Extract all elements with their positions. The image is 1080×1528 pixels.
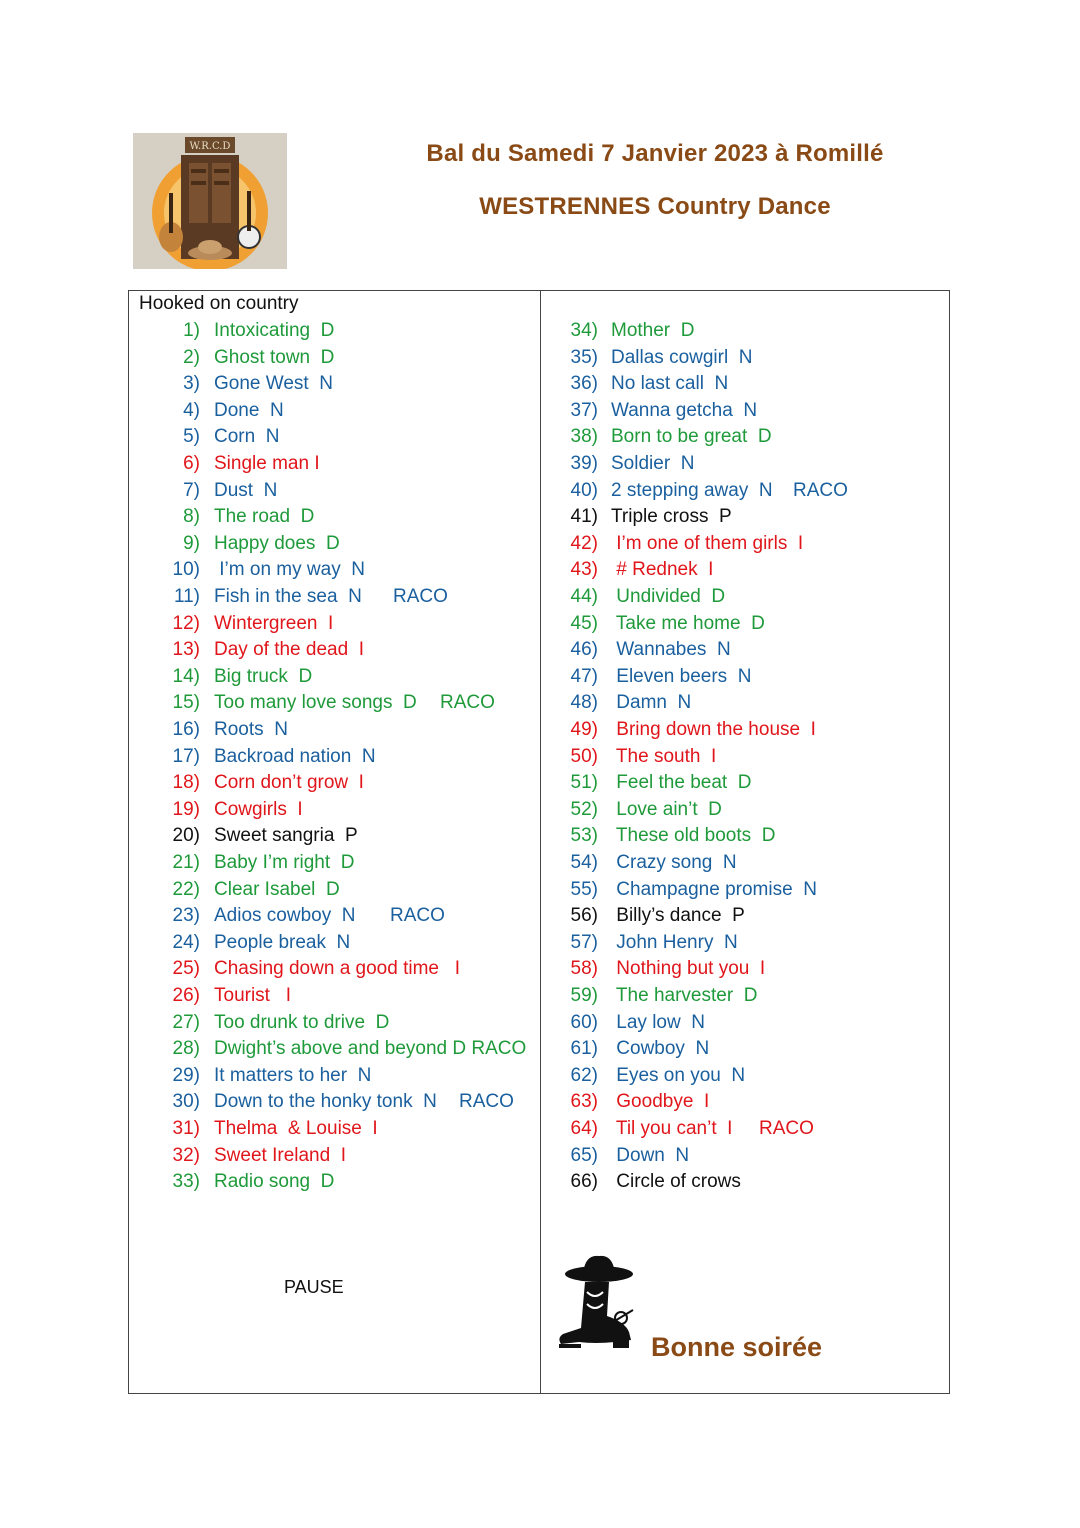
dance-number: 4) bbox=[183, 399, 200, 421]
dance-number: 22) bbox=[172, 878, 200, 900]
dance-name: Sweet Ireland I bbox=[214, 1144, 347, 1166]
dance-row bbox=[158, 504, 315, 530]
dance-number: 19) bbox=[172, 798, 200, 820]
dance-row bbox=[556, 504, 732, 530]
dance-row bbox=[158, 345, 335, 371]
dance-row bbox=[158, 1089, 514, 1115]
dance-row bbox=[556, 717, 816, 743]
dance-name: Tourist I bbox=[214, 985, 292, 1006]
dance-number: 3) bbox=[183, 373, 200, 395]
raco-tag: RACO bbox=[459, 1091, 514, 1113]
dance-row bbox=[556, 744, 717, 770]
dance-row bbox=[158, 983, 292, 1009]
dance-row bbox=[158, 903, 445, 929]
dance-number: 55) bbox=[570, 878, 598, 900]
dance-row bbox=[158, 1036, 527, 1062]
dance-row bbox=[556, 478, 848, 504]
dance-number: 32) bbox=[172, 1144, 200, 1166]
dance-number: 60) bbox=[570, 1011, 598, 1033]
dance-name: Damn N bbox=[611, 692, 692, 714]
dance-name: Soldier N bbox=[611, 453, 695, 474]
dance-row bbox=[556, 823, 776, 849]
dance-name: Feel the beat D bbox=[611, 772, 752, 794]
dance-row bbox=[158, 451, 320, 477]
dance-row bbox=[158, 584, 448, 610]
dance-row bbox=[556, 637, 731, 663]
dance-name: Eyes on you N bbox=[611, 1064, 746, 1086]
dance-name: Champagne promise N bbox=[611, 878, 817, 900]
dance-number: 14) bbox=[172, 665, 200, 687]
dance-name: Too drunk to drive D bbox=[214, 1011, 390, 1033]
dance-name: Cowboy N bbox=[611, 1038, 710, 1060]
dance-name: Adios cowboy N bbox=[214, 905, 356, 927]
dance-row bbox=[556, 1169, 741, 1195]
page-subtitle: WESTRENNES Country Dance bbox=[479, 193, 831, 220]
dance-number: 21) bbox=[172, 852, 200, 873]
dance-name: Circle of crows bbox=[611, 1171, 741, 1193]
dance-number: 53) bbox=[570, 825, 598, 847]
dance-name: Til you can’t I bbox=[611, 1118, 733, 1139]
dance-row bbox=[556, 850, 737, 876]
dance-number: 51) bbox=[570, 772, 598, 794]
raco-tag: RACO bbox=[759, 1118, 814, 1139]
dance-name: Down N bbox=[611, 1144, 690, 1166]
dance-row bbox=[556, 797, 722, 823]
dance-name: # Rednek I bbox=[611, 559, 714, 581]
dance-number: 63) bbox=[570, 1091, 598, 1113]
dance-row bbox=[158, 717, 288, 743]
dance-name: Big truck D bbox=[214, 665, 313, 687]
dance-number: 58) bbox=[570, 958, 598, 980]
dance-number: 12) bbox=[172, 612, 200, 634]
dance-row bbox=[556, 424, 772, 450]
dance-name: Love ain’t D bbox=[611, 798, 722, 820]
dance-number: 43) bbox=[570, 559, 598, 581]
dance-name: John Henry N bbox=[611, 931, 738, 953]
dance-number: 66) bbox=[570, 1171, 598, 1193]
dance-number: 28) bbox=[172, 1038, 200, 1060]
dance-row bbox=[556, 690, 692, 716]
dance-name: Clear Isabel D bbox=[214, 878, 340, 900]
cowboy-boot-icon bbox=[555, 1252, 637, 1360]
dance-name: Corn don’t grow I bbox=[214, 772, 364, 794]
dance-name: Undivided D bbox=[611, 586, 726, 607]
dance-name: Fish in the sea N bbox=[214, 586, 362, 607]
dance-row bbox=[158, 557, 365, 583]
dance-name: I’m on my way N bbox=[214, 559, 365, 581]
dance-name: Nothing but you I bbox=[611, 958, 766, 980]
dance-number: 50) bbox=[570, 745, 598, 767]
dance-name: Intoxicating D bbox=[214, 320, 335, 341]
dance-row bbox=[158, 637, 364, 663]
dance-row bbox=[158, 1143, 347, 1169]
dance-row bbox=[556, 557, 714, 583]
dance-name: It matters to her N bbox=[214, 1064, 372, 1086]
dance-name: Dust N bbox=[214, 479, 278, 501]
dance-name: Single man I bbox=[214, 453, 320, 474]
dance-row bbox=[556, 371, 729, 397]
dance-number: 30) bbox=[172, 1091, 200, 1113]
dance-row bbox=[158, 398, 284, 424]
dance-row bbox=[556, 611, 765, 637]
dance-row bbox=[556, 318, 695, 344]
dance-number: 41) bbox=[570, 506, 598, 528]
dance-name: Thelma & Louise I bbox=[214, 1118, 378, 1139]
dance-row bbox=[158, 930, 351, 956]
dance-name: Dwight’s above and beyond D RACO bbox=[214, 1038, 527, 1060]
dance-number: 31) bbox=[172, 1118, 200, 1139]
dance-number: 38) bbox=[570, 426, 598, 448]
dance-row bbox=[556, 345, 753, 371]
dance-name: Baby I’m right D bbox=[214, 852, 355, 873]
dance-name: Radio song D bbox=[214, 1171, 335, 1193]
dance-number: 61) bbox=[570, 1038, 598, 1060]
dance-number: 39) bbox=[570, 453, 598, 474]
pause-label: PAUSE bbox=[284, 1277, 344, 1297]
dance-name: Bring down the house I bbox=[611, 719, 816, 740]
dance-number: 16) bbox=[172, 719, 200, 740]
dance-number: 46) bbox=[570, 639, 598, 661]
dance-row bbox=[158, 371, 333, 397]
dance-number: 59) bbox=[570, 985, 598, 1006]
svg-text:W.R.C.D: W.R.C.D bbox=[189, 141, 231, 152]
dance-number: 25) bbox=[172, 958, 200, 980]
dance-row bbox=[158, 664, 313, 690]
dance-name: The south I bbox=[611, 745, 717, 767]
dance-number: 9) bbox=[183, 532, 200, 554]
dance-number: 24) bbox=[172, 931, 200, 953]
raco-tag: RACO bbox=[793, 479, 848, 501]
dance-row bbox=[158, 1063, 372, 1089]
dance-row bbox=[158, 1116, 378, 1142]
dance-number: 10) bbox=[172, 559, 200, 581]
dance-name: Happy does D bbox=[214, 532, 340, 554]
dance-name: Ghost town D bbox=[214, 346, 335, 368]
page-title: Bal du Samedi 7 Janvier 2023 à Romillé bbox=[426, 140, 884, 167]
dance-name: Done N bbox=[214, 399, 284, 421]
dance-name: Wannabes N bbox=[611, 639, 731, 661]
dance-row bbox=[158, 956, 461, 982]
dance-row bbox=[158, 690, 495, 716]
dance-number: 7) bbox=[183, 479, 200, 501]
dance-number: 37) bbox=[570, 399, 598, 421]
raco-tag: RACO bbox=[440, 692, 495, 714]
column-divider bbox=[540, 290, 541, 1394]
dance-number: 33) bbox=[172, 1171, 200, 1193]
dance-number: 27) bbox=[172, 1011, 200, 1033]
dance-number: 44) bbox=[570, 586, 598, 607]
dance-row bbox=[158, 531, 340, 557]
dance-number: 15) bbox=[172, 692, 200, 714]
dance-number: 1) bbox=[183, 320, 200, 341]
dance-number: 62) bbox=[570, 1064, 598, 1086]
closing-message: Bonne soirée bbox=[651, 1332, 823, 1362]
dance-number: 5) bbox=[183, 426, 200, 448]
dance-number: 45) bbox=[570, 612, 598, 634]
dance-row bbox=[158, 424, 280, 450]
dance-name: No last call N bbox=[611, 373, 729, 395]
raco-tag: RACO bbox=[393, 586, 448, 607]
dance-number: 36) bbox=[570, 373, 598, 395]
dance-row bbox=[556, 451, 695, 477]
dance-name: Wintergreen I bbox=[214, 612, 334, 634]
dance-name: Lay low N bbox=[611, 1011, 705, 1033]
dance-number: 8) bbox=[183, 506, 200, 528]
dance-row bbox=[556, 1089, 710, 1115]
dance-row bbox=[556, 770, 752, 796]
dance-name: Crazy song N bbox=[611, 852, 737, 873]
dance-name: Corn N bbox=[214, 426, 280, 448]
dance-name: People break N bbox=[214, 931, 351, 953]
dance-number: 47) bbox=[570, 665, 598, 687]
dance-name: These old boots D bbox=[611, 825, 776, 847]
dance-number: 64) bbox=[570, 1118, 598, 1139]
dance-row bbox=[158, 744, 376, 770]
dance-name: The road D bbox=[214, 506, 315, 528]
dance-number: 6) bbox=[183, 453, 200, 474]
dance-number: 11) bbox=[173, 586, 200, 607]
dance-name: Chasing down a good time I bbox=[214, 958, 461, 980]
dance-row bbox=[556, 664, 752, 690]
dance-row bbox=[158, 770, 364, 796]
dance-number: 42) bbox=[570, 532, 598, 554]
dance-number: 18) bbox=[172, 772, 200, 794]
dance-number: 2) bbox=[183, 346, 200, 368]
dance-row bbox=[158, 823, 358, 849]
dance-name: Dallas cowgirl N bbox=[611, 346, 753, 368]
dance-name: Eleven beers N bbox=[611, 665, 752, 687]
raco-tag: RACO bbox=[390, 905, 445, 927]
dance-row bbox=[158, 877, 340, 903]
dance-number: 57) bbox=[570, 931, 598, 953]
dance-row bbox=[158, 1169, 335, 1195]
dance-row bbox=[556, 1143, 690, 1169]
dance-name: I’m one of them girls I bbox=[611, 532, 804, 554]
dance-name: Born to be great D bbox=[611, 426, 772, 448]
dance-number: 52) bbox=[570, 798, 598, 820]
dance-number: 40) bbox=[570, 479, 598, 501]
dance-number: 65) bbox=[570, 1144, 598, 1166]
dance-number: 29) bbox=[172, 1064, 200, 1086]
dance-name: Down to the honky tonk N bbox=[214, 1091, 437, 1113]
playlist-heading: Hooked on country bbox=[139, 293, 299, 314]
dance-number: 34) bbox=[570, 320, 598, 341]
dance-row bbox=[556, 1036, 710, 1062]
dance-number: 26) bbox=[172, 985, 200, 1006]
dance-name: Wanna getcha N bbox=[611, 399, 758, 421]
dance-row bbox=[556, 983, 758, 1009]
dance-row bbox=[556, 930, 738, 956]
dance-name: Triple cross P bbox=[611, 506, 732, 528]
dance-row bbox=[556, 956, 766, 982]
dance-row bbox=[556, 1063, 746, 1089]
dance-name: Goodbye I bbox=[611, 1091, 710, 1113]
dance-name: Billy’s dance P bbox=[611, 905, 745, 927]
dance-row bbox=[158, 1010, 390, 1036]
dance-name: The harvester D bbox=[611, 985, 758, 1006]
dance-number: 17) bbox=[172, 745, 200, 767]
dance-number: 56) bbox=[570, 905, 598, 927]
dance-name: Backroad nation N bbox=[214, 745, 376, 767]
dance-name: 2 stepping away N bbox=[611, 479, 773, 501]
dance-row bbox=[556, 903, 745, 929]
dance-number: 35) bbox=[570, 346, 598, 368]
dance-number: 49) bbox=[570, 719, 598, 740]
dance-name: Mother D bbox=[611, 320, 695, 341]
dance-name: Day of the dead I bbox=[214, 639, 364, 661]
dance-number: 48) bbox=[570, 692, 598, 714]
dance-name: Cowgirls I bbox=[214, 798, 303, 820]
dance-row bbox=[556, 398, 758, 424]
dance-number: 20) bbox=[172, 825, 200, 847]
dance-name: Take me home D bbox=[611, 612, 765, 634]
club-logo bbox=[133, 133, 287, 269]
dance-number: 13) bbox=[172, 639, 200, 661]
dance-number: 54) bbox=[570, 852, 598, 873]
dance-name: Gone West N bbox=[214, 373, 333, 395]
dance-number: 23) bbox=[172, 905, 200, 927]
dance-row bbox=[158, 611, 334, 637]
dance-row bbox=[556, 1116, 814, 1142]
dance-row bbox=[556, 877, 817, 903]
dance-row bbox=[158, 797, 303, 823]
dance-row bbox=[556, 531, 804, 557]
dance-row bbox=[556, 584, 726, 610]
dance-name: Sweet sangria P bbox=[214, 825, 358, 847]
dance-row bbox=[158, 318, 335, 344]
dance-name: Too many love songs D bbox=[214, 692, 417, 714]
dance-row bbox=[158, 478, 278, 504]
dance-name: Roots N bbox=[214, 719, 288, 740]
dance-row bbox=[158, 850, 355, 876]
dance-row bbox=[556, 1010, 705, 1036]
